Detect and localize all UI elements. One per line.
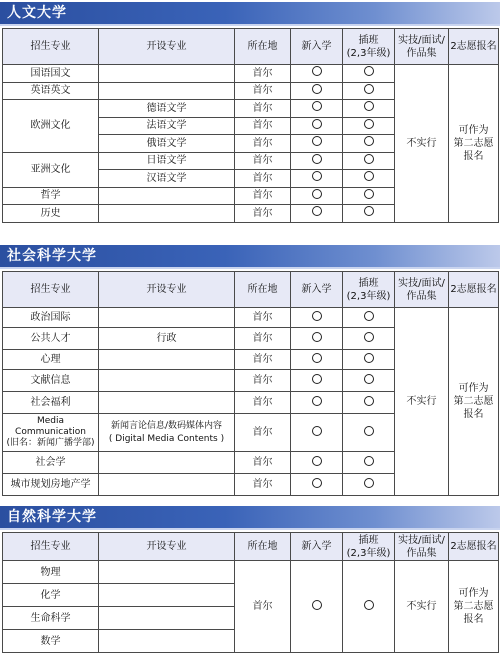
available-circle-icon xyxy=(364,426,374,436)
available-circle-icon xyxy=(364,154,374,164)
header-freshman: 新入学 xyxy=(291,533,343,561)
major-cell: 生命科学 xyxy=(3,607,99,630)
sub-major-cell xyxy=(99,65,235,83)
header-transfer: 插班 (2,3年级) xyxy=(343,29,395,65)
freshman-cell xyxy=(291,328,343,350)
available-circle-icon xyxy=(312,101,322,111)
section-header-social-science xyxy=(0,245,500,267)
freshman-cell xyxy=(291,414,343,452)
available-circle-icon xyxy=(364,332,374,342)
freshman-cell xyxy=(291,152,343,170)
freshman-cell xyxy=(291,561,343,653)
header-major: 招生专业 xyxy=(3,533,99,561)
transfer-cell xyxy=(343,135,395,153)
header-practical: 实技/面试/ 作品集 xyxy=(395,29,449,65)
freshman-cell xyxy=(291,370,343,392)
transfer-cell xyxy=(343,170,395,188)
section-title: 社会科学大学 xyxy=(7,248,97,264)
sub-major-cell xyxy=(99,474,235,496)
location-cell: 首尔 xyxy=(235,474,291,496)
sub-major-cell xyxy=(99,82,235,100)
transfer-cell xyxy=(343,452,395,474)
sub-major-cell xyxy=(99,308,235,328)
social-science-table xyxy=(2,271,499,496)
major-cell: Media Communication (旧名：新闻广播学部) xyxy=(3,414,99,452)
header-transfer: 插班 (2,3年级) xyxy=(343,533,395,561)
header-transfer: 插班 (2,3年级) xyxy=(343,272,395,308)
available-circle-icon xyxy=(364,396,374,406)
available-circle-icon xyxy=(364,171,374,181)
sub-major-cell xyxy=(99,392,235,414)
freshman-cell xyxy=(291,474,343,496)
second-choice-cell: 可作为 第二志愿 报名 xyxy=(449,308,499,496)
table-row xyxy=(3,308,499,328)
available-circle-icon xyxy=(312,119,322,129)
transfer-cell xyxy=(343,370,395,392)
transfer-cell xyxy=(343,392,395,414)
natural-science-table xyxy=(2,532,499,653)
header-freshman: 新入学 xyxy=(291,272,343,308)
sub-major-cell xyxy=(99,350,235,370)
sub-major-cell xyxy=(99,607,235,630)
major-cell: 社会福利 xyxy=(3,392,99,414)
major-cell: 国语国文 xyxy=(3,65,99,83)
table-row xyxy=(3,65,499,83)
available-circle-icon xyxy=(364,206,374,216)
transfer-cell xyxy=(343,414,395,452)
header-second-choice: 2志愿报名 xyxy=(449,272,499,308)
major-cell: 化学 xyxy=(3,584,99,607)
section-header-natural-science xyxy=(0,506,500,528)
transfer-cell xyxy=(343,152,395,170)
header-location: 所在地 xyxy=(235,29,291,65)
header-freshman: 新入学 xyxy=(291,29,343,65)
available-circle-icon xyxy=(312,171,322,181)
available-circle-icon xyxy=(312,396,322,406)
sub-major-cell: 德语文学 xyxy=(99,100,235,118)
available-circle-icon xyxy=(312,136,322,146)
transfer-cell xyxy=(343,328,395,350)
major-cell: 文献信息 xyxy=(3,370,99,392)
major-cell: 英语英文 xyxy=(3,82,99,100)
sub-major-cell: 行政 xyxy=(99,328,235,350)
available-circle-icon xyxy=(364,189,374,199)
section-header-accent xyxy=(0,267,500,269)
sub-major-cell: 俄语文学 xyxy=(99,135,235,153)
location-cell: 首尔 xyxy=(235,205,291,223)
freshman-cell xyxy=(291,100,343,118)
transfer-cell xyxy=(343,117,395,135)
major-cell: 政治国际 xyxy=(3,308,99,328)
freshman-cell xyxy=(291,170,343,188)
header-sub-major: 开设专业 xyxy=(99,272,235,308)
header-practical: 实技/面试/ 作品集 xyxy=(395,533,449,561)
freshman-cell xyxy=(291,452,343,474)
major-cell: 物理 xyxy=(3,561,99,584)
location-cell: 首尔 xyxy=(235,152,291,170)
major-cell: 欧洲文化 xyxy=(3,100,99,153)
transfer-cell xyxy=(343,100,395,118)
major-cell: 数学 xyxy=(3,630,99,653)
social-science-table-body xyxy=(3,308,499,496)
table-row xyxy=(3,561,499,584)
sub-major-cell xyxy=(99,584,235,607)
transfer-cell xyxy=(343,308,395,328)
available-circle-icon xyxy=(312,456,322,466)
sub-major-cell xyxy=(99,205,235,223)
location-cell: 首尔 xyxy=(235,135,291,153)
section-header-accent xyxy=(0,528,500,530)
freshman-cell xyxy=(291,308,343,328)
available-circle-icon xyxy=(364,374,374,384)
location-cell: 首尔 xyxy=(235,82,291,100)
available-circle-icon xyxy=(364,311,374,321)
available-circle-icon xyxy=(312,600,322,610)
sub-major-cell: 日语文学 xyxy=(99,152,235,170)
transfer-cell xyxy=(343,474,395,496)
header-sub-major: 开设专业 xyxy=(99,29,235,65)
location-cell: 首尔 xyxy=(235,414,291,452)
header-second-choice: 2志愿报名 xyxy=(449,29,499,65)
location-cell: 首尔 xyxy=(235,65,291,83)
available-circle-icon xyxy=(364,101,374,111)
freshman-cell xyxy=(291,205,343,223)
header-major: 招生专业 xyxy=(3,29,99,65)
sub-major-cell xyxy=(99,561,235,584)
location-cell: 首尔 xyxy=(235,117,291,135)
available-circle-icon xyxy=(364,353,374,363)
major-cell: 哲学 xyxy=(3,187,99,205)
freshman-cell xyxy=(291,135,343,153)
transfer-cell xyxy=(343,82,395,100)
sub-major-cell: 汉语文学 xyxy=(99,170,235,188)
sub-major-cell xyxy=(99,630,235,653)
section-title: 自然科学大学 xyxy=(7,509,97,525)
major-cell: 公共人才 xyxy=(3,328,99,350)
practical-cell: 不实行 xyxy=(395,561,449,653)
available-circle-icon xyxy=(364,478,374,488)
available-circle-icon xyxy=(312,66,322,76)
humanities-table xyxy=(2,28,499,223)
section-header-accent xyxy=(0,24,500,26)
location-cell: 首尔 xyxy=(235,100,291,118)
header-sub-major: 开设专业 xyxy=(99,533,235,561)
freshman-cell xyxy=(291,82,343,100)
header-location: 所在地 xyxy=(235,533,291,561)
major-cell: 城市规划房地产学 xyxy=(3,474,99,496)
available-circle-icon xyxy=(364,119,374,129)
location-cell: 首尔 xyxy=(235,187,291,205)
natural-science-table-body xyxy=(3,561,499,653)
available-circle-icon xyxy=(312,189,322,199)
location-cell: 首尔 xyxy=(235,308,291,328)
section-header-bar xyxy=(0,2,500,24)
transfer-cell xyxy=(343,65,395,83)
available-circle-icon xyxy=(312,478,322,488)
sub-major-cell xyxy=(99,187,235,205)
header-practical: 实技/面试/ 作品集 xyxy=(395,272,449,308)
major-cell: 社会学 xyxy=(3,452,99,474)
available-circle-icon xyxy=(312,426,322,436)
location-cell: 首尔 xyxy=(235,350,291,370)
available-circle-icon xyxy=(312,84,322,94)
available-circle-icon xyxy=(364,66,374,76)
freshman-cell xyxy=(291,65,343,83)
practical-cell: 不实行 xyxy=(395,65,449,223)
second-choice-cell: 可作为 第二志愿 报名 xyxy=(449,561,499,653)
location-cell: 首尔 xyxy=(235,392,291,414)
location-cell: 首尔 xyxy=(235,170,291,188)
practical-cell: 不实行 xyxy=(395,308,449,496)
transfer-cell xyxy=(343,205,395,223)
location-cell: 首尔 xyxy=(235,561,291,653)
sub-major-cell: 新闻言论信息/数码媒体内容 ( Digital Media Contents ) xyxy=(99,414,235,452)
available-circle-icon xyxy=(312,311,322,321)
transfer-cell xyxy=(343,561,395,653)
available-circle-icon xyxy=(364,84,374,94)
available-circle-icon xyxy=(364,136,374,146)
location-cell: 首尔 xyxy=(235,370,291,392)
sub-major-cell: 法语文学 xyxy=(99,117,235,135)
transfer-cell xyxy=(343,187,395,205)
major-cell: 亚洲文化 xyxy=(3,152,99,187)
header-second-choice: 2志愿报名 xyxy=(449,533,499,561)
available-circle-icon xyxy=(364,456,374,466)
freshman-cell xyxy=(291,187,343,205)
second-choice-cell: 可作为 第二志愿 报名 xyxy=(449,65,499,223)
major-cell: 心理 xyxy=(3,350,99,370)
freshman-cell xyxy=(291,350,343,370)
available-circle-icon xyxy=(312,374,322,384)
location-cell: 首尔 xyxy=(235,452,291,474)
header-location: 所在地 xyxy=(235,272,291,308)
section-title: 人文大学 xyxy=(7,5,67,21)
header-major: 招生专业 xyxy=(3,272,99,308)
available-circle-icon xyxy=(312,154,322,164)
available-circle-icon xyxy=(312,353,322,363)
available-circle-icon xyxy=(312,332,322,342)
available-circle-icon xyxy=(312,206,322,216)
sub-major-cell xyxy=(99,452,235,474)
section-header-humanities xyxy=(0,2,500,24)
major-cell: 历史 xyxy=(3,205,99,223)
freshman-cell xyxy=(291,392,343,414)
freshman-cell xyxy=(291,117,343,135)
location-cell: 首尔 xyxy=(235,328,291,350)
transfer-cell xyxy=(343,350,395,370)
available-circle-icon xyxy=(364,600,374,610)
humanities-table-body xyxy=(3,65,499,223)
sub-major-cell xyxy=(99,370,235,392)
